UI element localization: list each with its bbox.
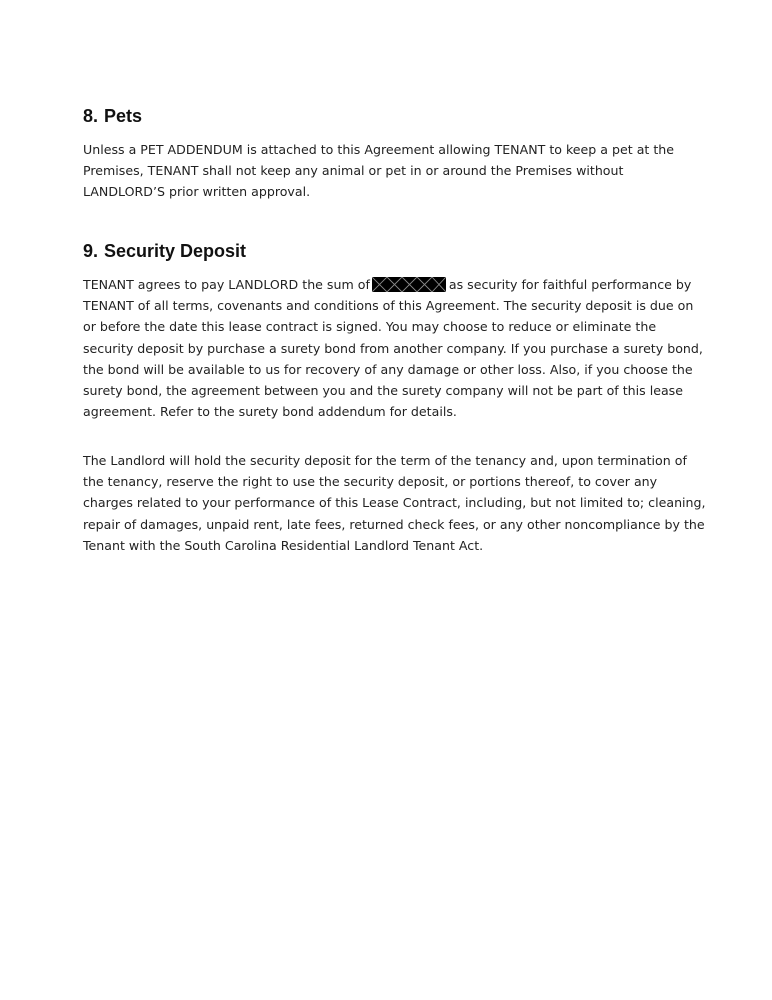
pets-paragraph	[83, 139, 723, 203]
paragraph-line: Tenant with the South Carolina Residential Landlord Tenant Act.	[83, 537, 484, 553]
paragraph-line: the bond will be available to us for recovery of any damage or other loss. Also, if you choose the	[83, 361, 693, 377]
paragraph-line: TENANT of all terms, covenants and conditions of this Agreement. The security deposit is due on	[83, 298, 694, 314]
paragraph-line: Unless a PET ADDENDUM is attached to this Agreement allowing TENANT to keep a pet at the	[83, 142, 675, 157]
redaction-pattern	[372, 277, 446, 292]
paragraph-line: agreement. Refer to the surety bond addendum for details.	[83, 404, 457, 420]
security-deposit-paragraph-1	[83, 274, 723, 422]
paragraph-line: charges related to your performance of this Lease Contract, including, but not limited to; cleaning,	[83, 495, 706, 511]
paragraph-line: Premises, TENANT shall not keep any animal or pet in or around the Premises without	[83, 163, 624, 179]
section-heading-security-deposit	[83, 241, 246, 262]
security-deposit-paragraph-2	[83, 450, 723, 556]
paragraph-line: The Landlord will hold the security deposit for the term of the tenancy and, upon termination of	[83, 453, 687, 468]
paragraph-line: the tenancy, reserve the right to use the security deposit, or portions thereof, to cover any	[83, 474, 658, 490]
paragraph-line: LANDLORD’S prior written approval.	[83, 184, 311, 200]
paragraph-line	[83, 274, 723, 295]
section-title: Security Deposit	[104, 241, 247, 261]
paragraph-line: or before the date this lease contract is signed. You may choose to reduce or eliminate the	[83, 319, 657, 335]
paragraph-line: surety bond, the agreement between you and the surety company will not be part of this lease	[83, 383, 683, 399]
paragraph-line: security deposit by purchase a surety bond from another company. If you purchase a surety bond,	[83, 340, 703, 356]
section-title: Pets	[104, 106, 143, 126]
section-heading-pets	[83, 106, 142, 127]
line-text-before-redaction: TENANT agrees to pay LANDLORD the sum of	[83, 277, 370, 292]
section-number: 9.	[83, 241, 99, 261]
paragraph-line: repair of damages, unpaid rent, late fees, returned check fees, or any other noncompliance by the	[83, 516, 705, 532]
section-number: 8.	[83, 106, 99, 126]
line-text-after-redaction: as security for faithful performance by	[448, 277, 692, 292]
redacted-amount	[372, 277, 446, 292]
